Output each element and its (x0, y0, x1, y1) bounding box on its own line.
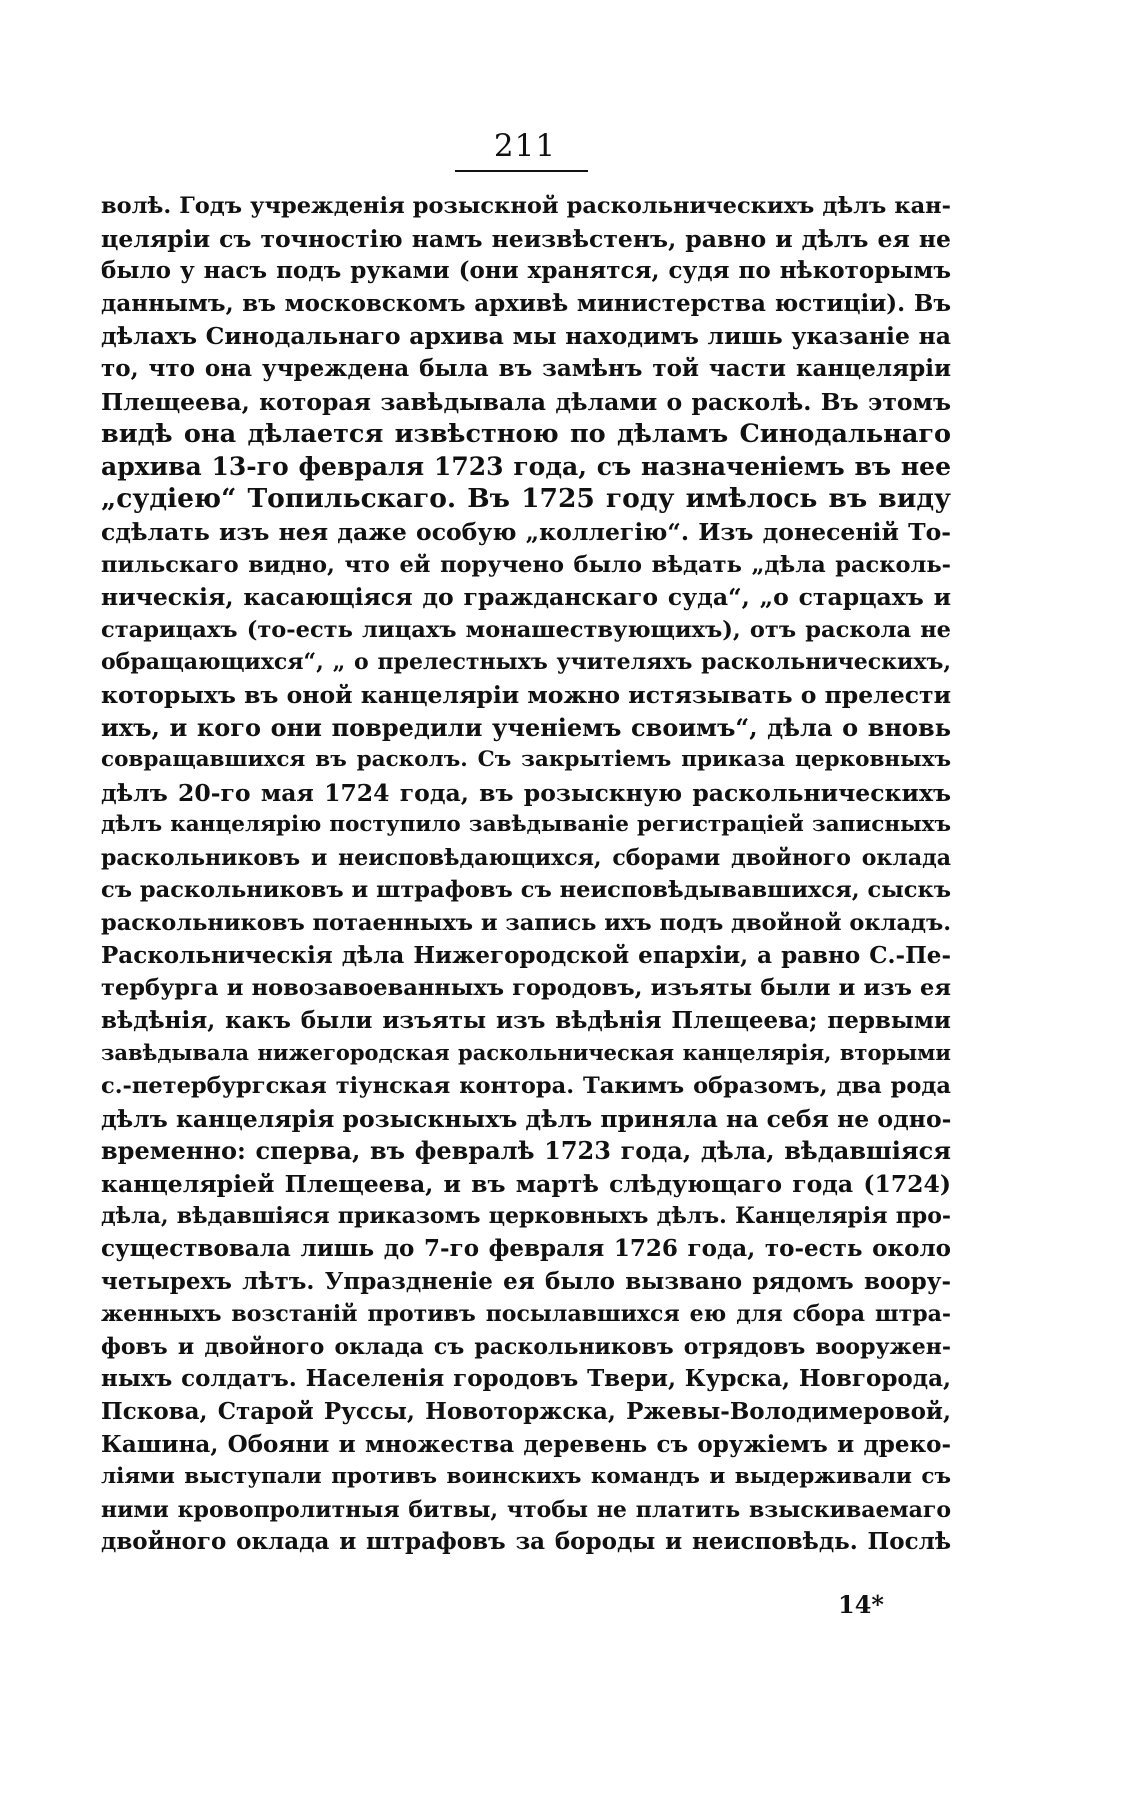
text-line: совращавшихся въ расколъ. Съ закрытіемъ приказа церковныхъ (101, 747, 951, 773)
text-line: дѣлъ канцелярію поступило завѣдываніе регистраціей записныхъ (101, 812, 951, 838)
text-line: Кашина, Обояни и множества деревень съ оружіемъ и дреко- (101, 1430, 951, 1458)
text-line: видѣ она дѣлается извѣстною по дѣламъ Синодальнаго (101, 419, 951, 450)
text-line: ническія, касающіяся до гражданскаго суда“, „о старцахъ и (101, 583, 951, 612)
text-line: Раскольническія дѣла Нижегородской епархіи, а равно С.-Пе- (101, 941, 951, 969)
text-line: двойного оклада и штрафовъ за бороды и неисповѣдь. Послѣ (101, 1528, 951, 1556)
text-line: тербурга и новозавоеванныхъ городовъ, изъяты были и изъ ея (101, 975, 951, 1002)
text-line: было у насъ подъ руками (они хранятся, судя по нѣкоторымъ (101, 257, 951, 285)
text-line: ихъ, и кого они повредили ученіемъ своимъ“, дѣла о вновь (101, 712, 951, 742)
body-text (101, 190, 951, 1559)
text-line: ныхъ солдатъ. Населенія городовъ Твери, Курска, Новгорода, (101, 1365, 951, 1393)
text-line: ліями выступали противъ воинскихъ командъ и выдерживали съ (101, 1464, 951, 1490)
text-line: раскольниковъ потаенныхъ и запись ихъ подъ двойной окладъ. (101, 910, 952, 937)
text-line: с.-петербургская тіунская контора. Такимъ образомъ, два рода (101, 1073, 951, 1100)
text-line: дѣла, вѣдавшіяся приказомъ церковныхъ дѣлъ. Канцелярія про- (101, 1203, 951, 1230)
text-line: целяріи съ точностію намъ неизвѣстенъ, равно и дѣлъ ея не (101, 224, 951, 253)
text-line: которыхъ въ оной канцеляріи можно истязывать о прелести (101, 680, 951, 709)
text-line: обращающихся“, „ о прелестныхъ учителяхъ раскольническихъ, (101, 649, 951, 676)
text-line: дѣлъ канцелярія розыскныхъ дѣлъ приняла на себя не одно- (101, 1104, 952, 1133)
text-line: фовъ и двойного оклада съ раскольниковъ отрядовъ вооружен- (101, 1333, 951, 1360)
text-line: Пскова, Старой Руссы, Новоторжска, Ржевы-Володимеровой, (101, 1397, 951, 1425)
page-number-rule (455, 170, 588, 172)
text-line: архива 13-го февраля 1723 года, съ назначеніемъ въ нее (101, 451, 951, 481)
text-line: то, что она учреждена была въ замѣнъ той части канцеляріи (101, 354, 951, 382)
text-line: пильскаго видно, что ей поручено было вѣдать „дѣла расколь- (101, 551, 951, 578)
text-line: старицахъ (то-есть лицахъ монашествующихъ), отъ раскола не (101, 616, 951, 643)
page-number: 211 (493, 128, 557, 164)
text-line: сдѣлать изъ нея даже особую „коллегію“. Изъ донесеній То- (101, 517, 951, 546)
text-line: вѣдѣнія, какъ были изъяты изъ вѣдѣнія Плещеева; первыми (101, 1006, 951, 1034)
text-line: Плещеева, которая завѣдывала дѣлами о расколѣ. Въ этомъ (101, 387, 951, 416)
text-line: дѣлъ 20-го мая 1724 года, въ розыскную раскольническихъ (101, 778, 951, 807)
text-line: временно: сперва, въ февралѣ 1723 года, дѣла, вѣдавшіяся (101, 1136, 951, 1166)
text-line: волѣ. Годъ учрежденія розыскной раскольническихъ дѣлъ кан- (101, 193, 951, 219)
text-line: завѣдывала нижегородская раскольническая канцелярія, вторыми (101, 1040, 951, 1066)
text-line: ними кровопролитныя битвы, чтобы не платить взыскиваемаго (101, 1496, 951, 1523)
text-line: канцеляріей Плещеева, и въ мартѣ слѣдующаго года (1724) (101, 1169, 951, 1198)
text-line: дѣлахъ Синодальнаго архива мы находимъ лишь указаніе на (101, 322, 951, 351)
text-line: съ раскольниковъ и штрафовъ съ неисповѣдывавшихся, сыскъ (101, 877, 951, 904)
text-line: раскольниковъ и неисповѣдающихся, сборами двойного оклада (101, 844, 951, 871)
text-line: даннымъ, въ московскомъ архивѣ министерства юстиціи). Въ (101, 289, 951, 317)
signature-mark: 14* (838, 1590, 884, 1619)
text-line: „судіею“ Топильскаго. Въ 1725 году имѣлось въ виду (101, 483, 951, 515)
text-line: существовала лишь до 7-го февраля 1726 года, то-есть около (101, 1235, 951, 1262)
text-line: женныхъ возстаній противъ посылавшихся ею для сбора штра- (101, 1301, 951, 1328)
text-line: четырехъ лѣтъ. Упраздненіе ея было вызвано рядомъ воору- (101, 1267, 951, 1295)
